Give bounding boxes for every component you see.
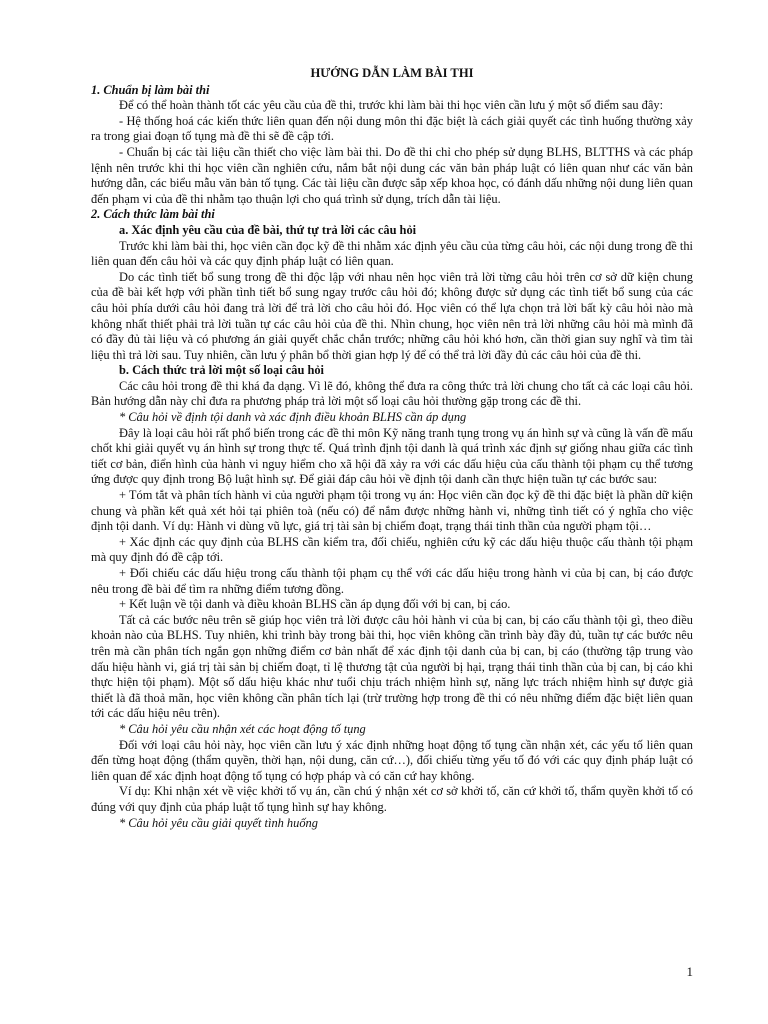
paragraph: Đây là loại câu hỏi rất phổ biến trong các đề thi môn Kỹ năng tranh tụng trong vụ án hình sự và cũng là vấn đề mấu chốt khi giải quyết vụ án hình sự trong thực tế. Quá trình định tội danh là quá trình xác định sự giống nhau giữa các tình tiết cơ bản, điển hình của hành vi nguy hiểm cho xã hội đã xảy ra với các dấu hiệu của cấu thành tội phạm cụ thể tương ứng được quy định trong Bộ luật hình sự. Để giải đáp câu hỏi về định tội danh cần thực hiện tuần tự các bước sau: — [91, 425, 693, 487]
subsection-heading: a. Xác định yêu cầu của đề bài, thứ tự trả lời các câu hỏi — [119, 222, 417, 237]
page-number: 1 — [686, 964, 693, 979]
paragraph: - Chuẩn bị các tài liệu cần thiết cho việc làm bài thi. Do đề thi chỉ cho phép sử dụng BLHS, BLTTHS và các pháp lệnh nên trước khi thi học viên cần nghiên cứu, nắm bắt nội dung các văn bản pháp luật có liên quan như các văn bản hướng dẫn, các biểu mẫu văn bản tố tụng. Các tài liệu cần được sắp xếp khoa học, có đánh dấu những nội dung liên quan đến phạm vi của đề thi nhằm tạo thuận lợi cho quá trình sử dụng, trích dẫn tài liệu. — [91, 144, 693, 206]
paragraph: Trước khi làm bài thi, học viên cần đọc kỹ đề thi nhằm xác định yêu cầu của từng câu hỏi, các nội dung trong đề thi liên quan đến câu hỏi và các quy định pháp luật có liên quan. — [91, 238, 693, 269]
paragraph: Để có thể hoàn thành tốt các yêu cầu của đề thi, trước khi làm bài thi học viên cần lưu ý một số điểm sau đây: — [119, 98, 664, 113]
paragraph: Đối với loại câu hỏi này, học viên cần lưu ý xác định những hoạt động tố tụng cần nhận xét, các yếu tố liên quan đến từng hoạt động (thẩm quyền, thời hạn, nội dung, căn cứ…), đối chiếu từng yếu tố đó với các quy định pháp luật có liên quan để xác định hoạt động tố tụng có hợp pháp và có căn cứ hay không. — [91, 737, 693, 783]
document-body — [91, 83, 693, 832]
paragraph: + Kết luận về tội danh và điều khoản BLHS cần áp dụng đối với bị can, bị cáo. — [119, 597, 511, 612]
subsection-heading: b. Cách thức trả lời một số loại câu hỏi — [119, 363, 324, 378]
paragraph: + Xác định các quy định của BLHS cần kiểm tra, đối chiếu, nghiên cứu kỹ các dấu hiệu thuộc cấu thành tội phạm mà quy định đó đề cập tới. — [91, 534, 693, 565]
question-type-heading: * Câu hỏi yêu cầu giải quyết tình huống — [119, 815, 318, 830]
question-type-heading: * Câu hỏi về định tội danh và xác định điều khoản BLHS cần áp dụng — [119, 410, 467, 425]
paragraph: Ví dụ: Khi nhận xét về việc khởi tố vụ án, cần chú ý nhận xét cơ sở khởi tố, căn cứ khởi tố, thẩm quyền khởi tố có đúng với quy định của pháp luật tố tụng hình sự hay không. — [91, 784, 693, 814]
paragraph: Do các tình tiết bổ sung trong đề thi độc lập với nhau nên học viên trả lời từng câu hỏi trên cơ sở dữ kiện chung của đề bài kết hợp với phần tình tiết bổ sung ngay trước câu hỏi đó; không được sử dụng các tình tiết bổ sung của các câu hỏi phía dưới câu hỏi đang trả lời để trả lời cho câu hỏi đó. Học viên có thể lựa chọn trả lời bất kỳ câu hỏi nào mà không nhất thiết phải trả lời tuần tự các câu hỏi của đề thi. Nhìn chung, học viên nên trả lời những câu hỏi mà mình đã có đầy đủ tài liệu và có phương án giải quyết chắc chắn trước; những câu hỏi khó hơn, cần thời gian suy nghĩ và tìm tài liệu thì trả lời sau. Tuy nhiên, cần lưu ý phân bổ thời gian hợp lý để có thể trả lời đầy đủ các câu hỏi của đề thi. — [91, 269, 693, 362]
question-type-heading: * Câu hỏi yêu cầu nhận xét các hoạt động tố tụng — [119, 721, 366, 736]
section-heading: 2. Cách thức làm bài thi — [91, 207, 215, 222]
paragraph: + Tóm tắt và phân tích hành vi của người phạm tội trong vụ án: Học viên cần đọc kỹ đề thi đặc biệt là phần dữ kiện chung và phần kết quả xét hỏi tại phiên toà (nếu có) để nắm được những hành vi, những tình tiết có ý nghĩa cho việc định tội danh. Ví dụ: Hành vi dùng vũ lực, giá trị tài sản bị chiếm đoạt, trạng thái tinh thần của người phạm tội… — [91, 488, 693, 534]
section-heading: 1. Chuẩn bị làm bài thi — [91, 82, 210, 97]
paragraph: Tất cả các bước nêu trên sẽ giúp học viên trả lời được câu hỏi hành vi của bị can, bị cáo cấu thành tội gì, theo điều khoản nào của BLHS. Tuy nhiên, khi trình bày trong bài thi, học viên không cần trình bày đầy đủ, tuần tự các bước nêu trên mà cần phân tích ngắn gọn những điểm cơ bản nhất để xác định tội danh của bị can, bị cáo (thường tập trung vào dấu hiệu hành vi, giá trị tài sản bị chiếm đoạt, tỉ lệ thương tật của người bị hại, trạng thái tinh thần của bị can, bị cáo khi thực hiện tội phạm). Một số dấu hiệu khác như tuổi chịu trách nhiệm hình sự, năng lực trách nhiệm hình sự được giả thiết là đã thoả mãn, học viên không cần phân tích lại (trừ trường hợp trong đề thi có nêu những điểm đặc biệt liên quan tới các dấu hiệu nêu trên). — [91, 612, 693, 721]
paragraph: - Hệ thống hoá các kiến thức liên quan đến nội dung môn thi đặc biệt là cách giải quyết các tình huống thường xảy ra trong giai đoạn tố tụng mà đề thi sẽ đề cập tới. — [91, 113, 693, 144]
paragraph: + Đối chiếu các dấu hiệu trong cấu thành tội phạm cụ thể với các dấu hiệu trong hành vi của bị can, bị cáo được nêu trong đề bài để tìm ra những điểm tương đồng. — [91, 566, 693, 596]
document-title: HƯỚNG DẪN LÀM BÀI THI — [310, 66, 474, 80]
paragraph: Các câu hỏi trong đề thi khá đa dạng. Vì lẽ đó, không thể đưa ra công thức trả lời chung cho tất cả các loại câu hỏi. Bản hướng dẫn này chỉ đưa ra phương pháp trả lời một số loại câu hỏi thường gặp trong các đề thi. — [91, 378, 693, 409]
